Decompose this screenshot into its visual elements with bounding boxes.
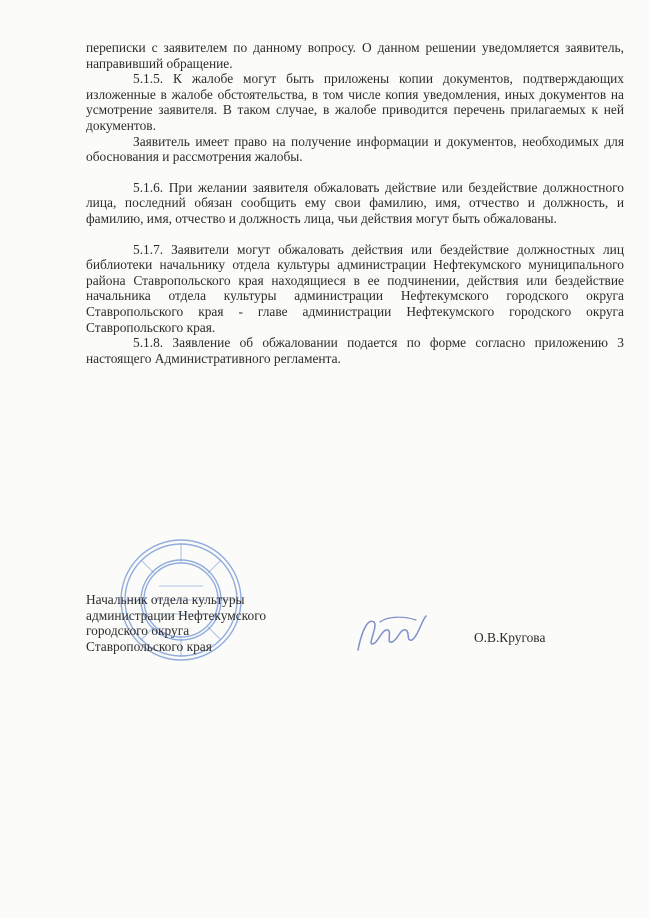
paragraph-5-1-6: 5.1.6. При желании заявителя обжаловать действие или бездействие должностного лица, последний обязан сообщить ему свои фамилию, имя, отчество и должность, и фамилию, имя, отчество и должность лица, чьи действия могут быть обжалованы.: [86, 179, 624, 226]
paragraph-5-1-5: 5.1.5. К жалобе могут быть приложены копии документов, подтверждающих изложенные в жалобе обстоятельства, в том числе копия уведомления, иных документов на усмотрение заявителя. В таком случае, в жалобе приводится перечень прилагаемых к ней документов.: [86, 71, 624, 133]
signature-position: [86, 592, 316, 654]
position-line-3: городского округа: [86, 623, 190, 639]
handwritten-signature: [354, 610, 432, 656]
paragraph-5-1-8: 5.1.8. Заявление об обжаловании подается по форме согласно приложению 3 настоящего Административного регламента.: [86, 335, 624, 366]
paragraph-continuation: переписки с заявителем по данному вопросу. О данном решении уведомляется заявитель, направивший обращение.: [86, 40, 624, 71]
signatory-name: О.В.Кругова: [474, 630, 546, 645]
paragraph-5-1-7: 5.1.7. Заявители могут обжаловать действия или бездействие должностных лиц библиотеки начальнику отдела культуры администрации Нефтекумского муниципального района Ставропольского края находящиеся в ее подчинении, действия или бездействие начальника отдела культуры администрации Нефтекумского городского округа Ставропольского края - главе администрации Нефтекумского городского округа Ставропольского края.: [86, 241, 624, 335]
position-line-1: Начальник отдела культуры: [86, 592, 245, 607]
position-line-4: Ставропольского края: [86, 638, 212, 654]
document-body: [86, 40, 624, 366]
position-line-2: администрации Нефтекумского: [86, 607, 267, 623]
paragraph-applicant-rights: Заявитель имеет право на получение информации и документов, необходимых для обоснования и рассмотрения жалобы.: [86, 133, 624, 165]
